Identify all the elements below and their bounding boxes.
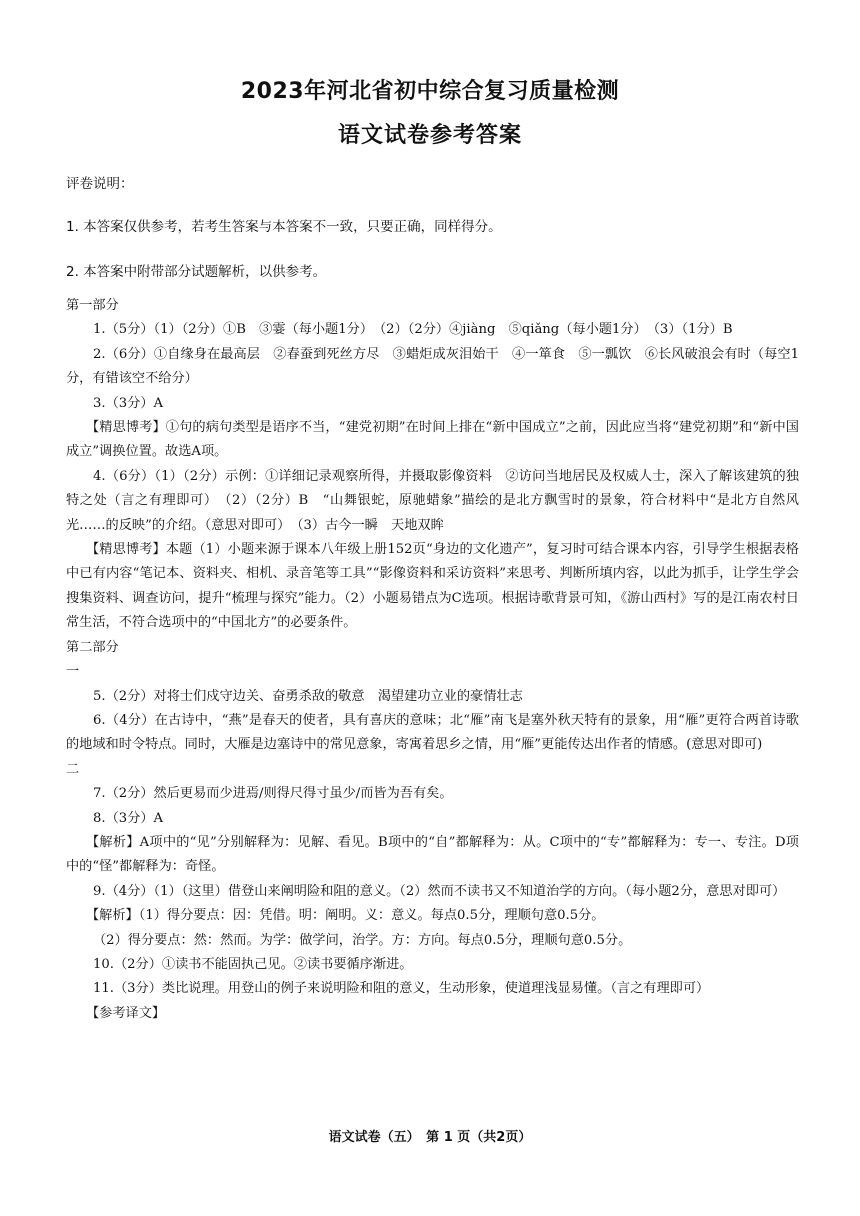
grading-note-2: 2. 本答案中附带部分试题解析，以供参考。 (66, 264, 327, 280)
reference-translation-heading: 【参考译文】 (86, 1005, 166, 1021)
answer-q8: 8.（3分）A (93, 810, 164, 826)
analysis-q4: 【精思博考】本题（1）小题来源于课本八年级上册152页“身边的文化遗产”，复习时可结合课本内容，引导学生根据表格中已有内容“笔记本、资料夹、相机、录音笔等工具”“影像资料和采访资料”来思考、判断所填内容，以此为抓手，让学生学会搜集资料、调查访问，提升“梳理与探究”能力。（2）小题易错点为C选项。根据诗歌背景可知，《游山西村》写的是江南农村日常生活，不符合选项中的“中国北方”的必要条件。 (66, 542, 799, 631)
answer-q11: 11.（3分）类比说理。用登山的例子来说明险和阻的意义，生动形象，使道理浅显易懂。（言之有理即可） (93, 981, 710, 997)
answer-q5: 5.（2分）对将士们戍守边关、奋勇杀敌的敬意 渴望建功立业的豪情壮志 (93, 688, 523, 704)
analysis-q9-part1: 【解析】（1）得分要点：因：凭借。明：阐明。义：意义。每点0.5分，理顺句意0.5分。 (86, 908, 605, 924)
answer-q3: 3.（3分）A (93, 395, 164, 411)
page-footer: 语文试卷（五） 第 1 页（共2页） (328, 1130, 532, 1145)
answer-q7: 7.（2分）然后更易而少进焉/则得尺得寸虽少/而皆为吾有矣。 (93, 786, 453, 802)
analysis-q9-part2: （2）得分要点：然：然而。为学：做学问，治学。方：方向。每点0.5分，理顺句意0.5分。 (93, 932, 632, 948)
part-two-heading: 第二部分 (66, 639, 119, 655)
section-two-heading: 二 (66, 761, 80, 777)
section-one-heading: 一 (66, 664, 80, 680)
grading-note-1: 1. 本答案仅供参考，若考生答案与本答案不一致，只要正确，同样得分。 (66, 219, 502, 235)
answer-body (66, 294, 799, 1026)
exam-title: 2023年河北省初中综合复习质量检测 (240, 79, 620, 104)
answer-q2: 2.（6分）①自缘身在最高层 ②春蚕到死丝方尽 ③蜡炬成灰泪始干 ④一箪食 ⑤一瓢饮 ⑥长风破浪会有时（每空1分，有错该空不给分） (66, 346, 799, 387)
part-one-heading: 第一部分 (66, 298, 119, 313)
answer-q4: 4.（6分）（1）（2分）示例：①详细记录观察所得，并摄取影像资料 ②访问当地居民及权威人士，深入了解该建筑的独特之处（言之有理即可） （2）（2分）B “山舞银蛇，原驰蜡象”描绘的是北方飘雪时的景象，符合材料中“是北方自然风光……的反映”的介绍。（意思对即可） （3）古今一瞬 天地双眸 (66, 468, 799, 533)
answer-q6: 6.（4分）在古诗中，“燕”是春天的使者，具有喜庆的意味；北“雁”南飞是塞外秋天特有的景象，用“雁”更符合两首诗歌的地域和时令特点。同时，大雁是边塞诗中的常见意象，寄寓着思乡之情，用“雁”更能传达出作者的情感。(意思对即可) (66, 712, 799, 753)
answer-q10: 10.（2分）①读书不能固执己见。②读书要循序渐进。 (93, 956, 413, 972)
exam-subtitle: 语文试卷参考答案 (337, 123, 522, 148)
answer-q1: 1.（5分）（1）（2分）①B ③霎（每小题1分） （2）（2分）④jiàng ⑤qiǎng（每小题1分） （3）（1分）B (93, 322, 733, 338)
analysis-q3: 【精思博考】①句的病句类型是语序不当，“建党初期”在时间上排在“新中国成立”之前，因此应当将“建党初期”和“新中国成立”调换位置。故选A项。 (66, 420, 799, 460)
analysis-q8: 【解析】A项中的“见”分别解释为：见解、看见。B项中的“自”都解释为：从。C项中的“专”都解释为：专一、专注。D项中的“怪”都解释为：奇怪。 (66, 834, 799, 875)
answer-q9: 9.（4分）（1）（这里）借登山来阐明险和阻的意义。（2）然而不读书又不知道治学的方向。（每小题2分，意思对即可） (93, 883, 786, 899)
grading-notes-heading: 评卷说明： (66, 176, 134, 192)
